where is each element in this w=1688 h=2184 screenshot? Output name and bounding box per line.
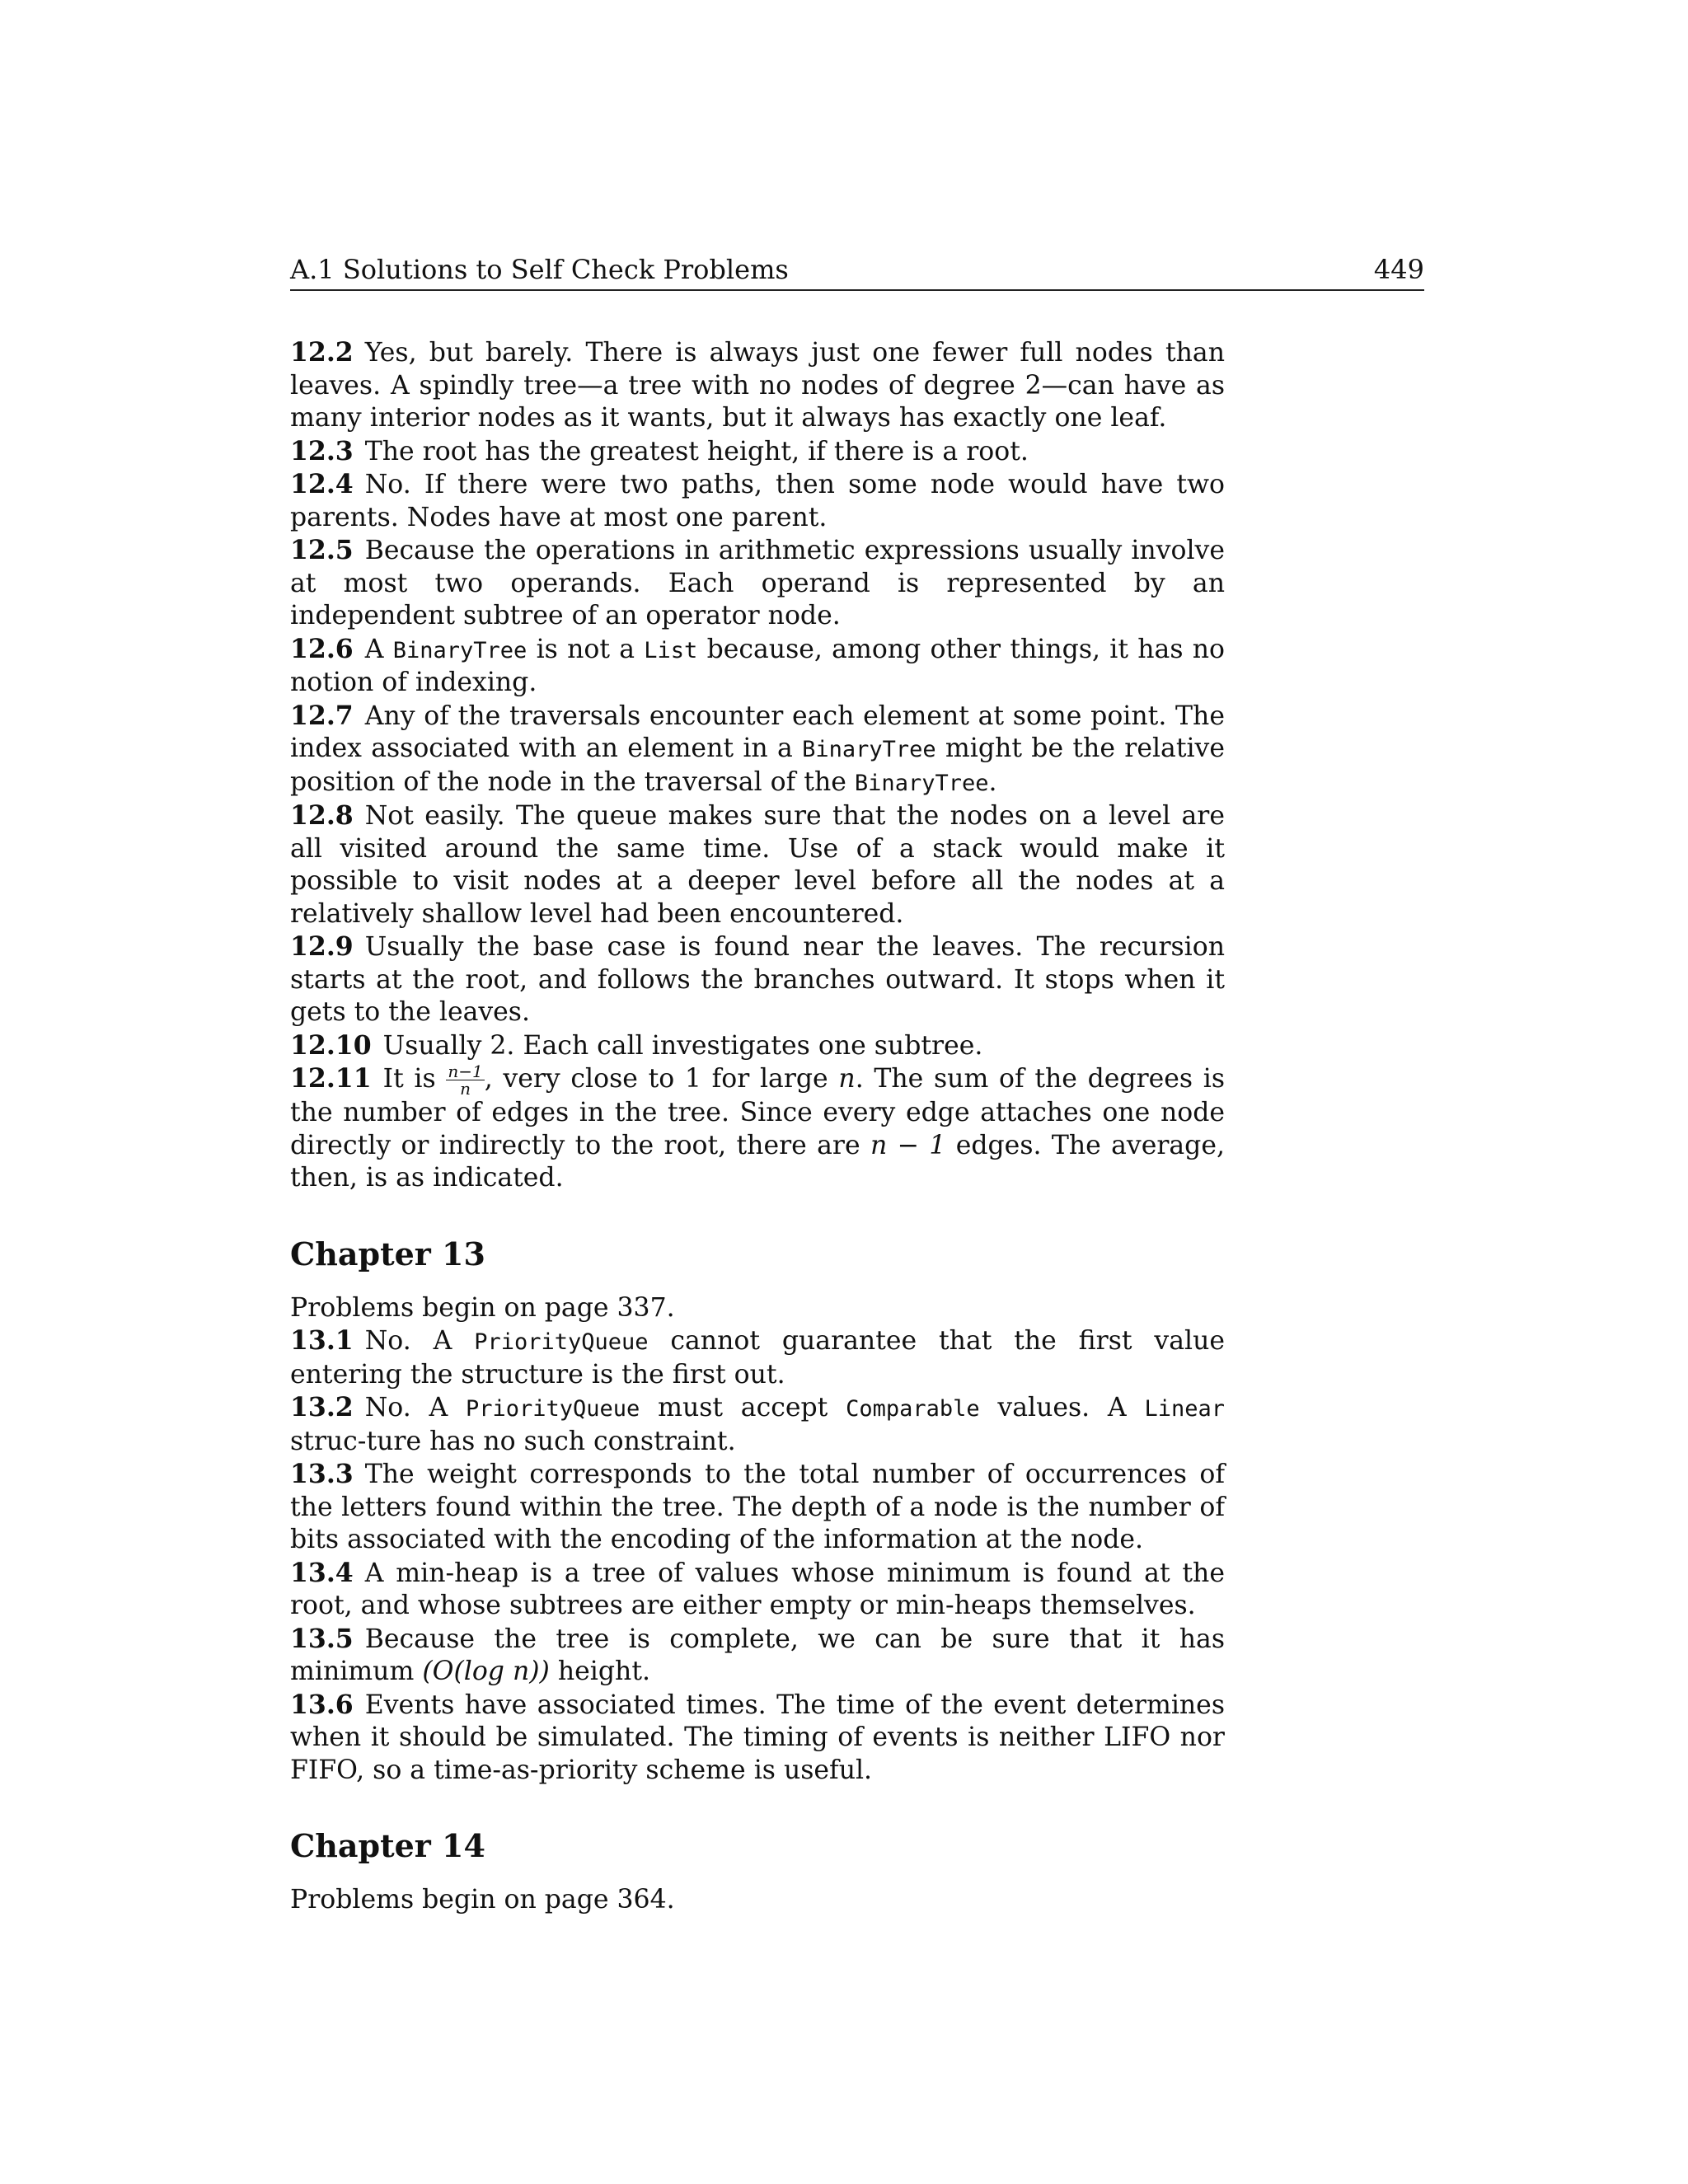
solution-12-10: 12.10 Usually 2. Each call investigates one subtree.	[290, 1029, 983, 1061]
section-title: A.1 Solutions to Self Check Problems	[290, 254, 789, 285]
code-binarytree: BinaryTree	[854, 770, 989, 796]
code-comparable: Comparable	[846, 1396, 980, 1422]
chapter-14-heading: Chapter 14	[290, 1827, 485, 1864]
solution-13-2: 13.2 No. A PriorityQueue must accept Comparable values. A Linear struc-ture has no such constraint.	[290, 1392, 1225, 1456]
book-page	[290, 0, 1424, 2184]
code-binarytree: BinaryTree	[802, 737, 936, 762]
page-number: 449	[1373, 254, 1424, 285]
code-list: List	[644, 637, 698, 663]
solution-13-1: 13.1 No. A PriorityQueue cannot guarantee that the first value entering the structure is the first out.	[290, 1325, 1225, 1390]
code-binarytree: BinaryTree	[392, 637, 528, 663]
solution-13-3: 13.3 The weight corresponds to the total number of occurrences of the letters found within the tree. The depth of a node is the number of bits associated with the encoding of the information at the node.	[290, 1459, 1225, 1554]
solution-12-7: 12.7 Any of the traversals encounter each element at some point. The index associated with an element in a BinaryTree might be the relative position of the node in the traversal of the BinaryTree.	[290, 700, 1225, 797]
solution-12-2: 12.2 Yes, but barely. There is always just one fewer full nodes than leaves. A spindly tree—a tree with no nodes of degree 2—can have as many interior nodes as it wants, but it always has exactly one leaf.	[290, 337, 1225, 433]
chapter-13-intro: Problems begin on page 337.	[290, 1292, 675, 1323]
solution-12-6: 12.6 A BinaryTree is not a List because, among other things, it has no notion of indexing.	[290, 633, 1225, 697]
solution-12-8: 12.8 Not easily. The queue makes sure that the nodes on a level are all visited around the same time. Use of a stack would make it possible to visit nodes at a deeper level before all the nodes at a relatively shallow level had been encountered.	[290, 800, 1225, 929]
solution-12-3: 12.3 The root has the greatest height, if there is a root.	[290, 435, 1029, 466]
solution-12-11: 12.11 It is $\frac{n-1}{n}$ , very close to 1 for large n. The sum of the degrees is the number of edges in the tree. Since every edge attaches one node directly or indirectly to the root, there are n − 1 edges. The average, then, is as indicated.	[290, 1062, 1225, 1193]
solution-12-4: 12.4 No. If there were two paths, then some node would have two parents. Nodes have at most one parent.	[290, 469, 1225, 532]
code-priorityqueue: PriorityQueue	[474, 1329, 649, 1355]
solution-12-5: 12.5 Because the operations in arithmetic expressions usually involve at most two operands. Each operand is represented by an independent subtree of an operator node.	[290, 535, 1225, 630]
chapter-13-heading: Chapter 13	[290, 1235, 485, 1272]
chapter-14-intro: Problems begin on page 364.	[290, 1885, 675, 1915]
running-header	[290, 251, 1424, 291]
solution-13-4: 13.4 A min-heap is a tree of values whose minimum is found at the root, and whose subtrees are either empty or min-heaps themselves.	[290, 1557, 1225, 1620]
code-priorityqueue: PriorityQueue	[465, 1396, 640, 1422]
code-linear: Linear	[1144, 1396, 1225, 1422]
page-body	[290, 336, 1225, 1917]
solution-13-5: 13.5 Because the tree is complete, we can be sure that it has minimum (O(log n)) height.	[290, 1623, 1225, 1686]
solution-12-9: 12.9 Usually the base case is found near the leaves. The recursion starts at the root, and follows the branches outward. It stops when it gets to the leaves.	[290, 931, 1225, 1027]
solution-13-6: 13.6 Events have associated times. The time of the event determines when it should be simulated. The timing of events is neither LIFO nor FIFO, so a time-as-priority scheme is useful.	[290, 1689, 1225, 1785]
fraction: $\frac{n-1}{n}$	[448, 1062, 483, 1099]
